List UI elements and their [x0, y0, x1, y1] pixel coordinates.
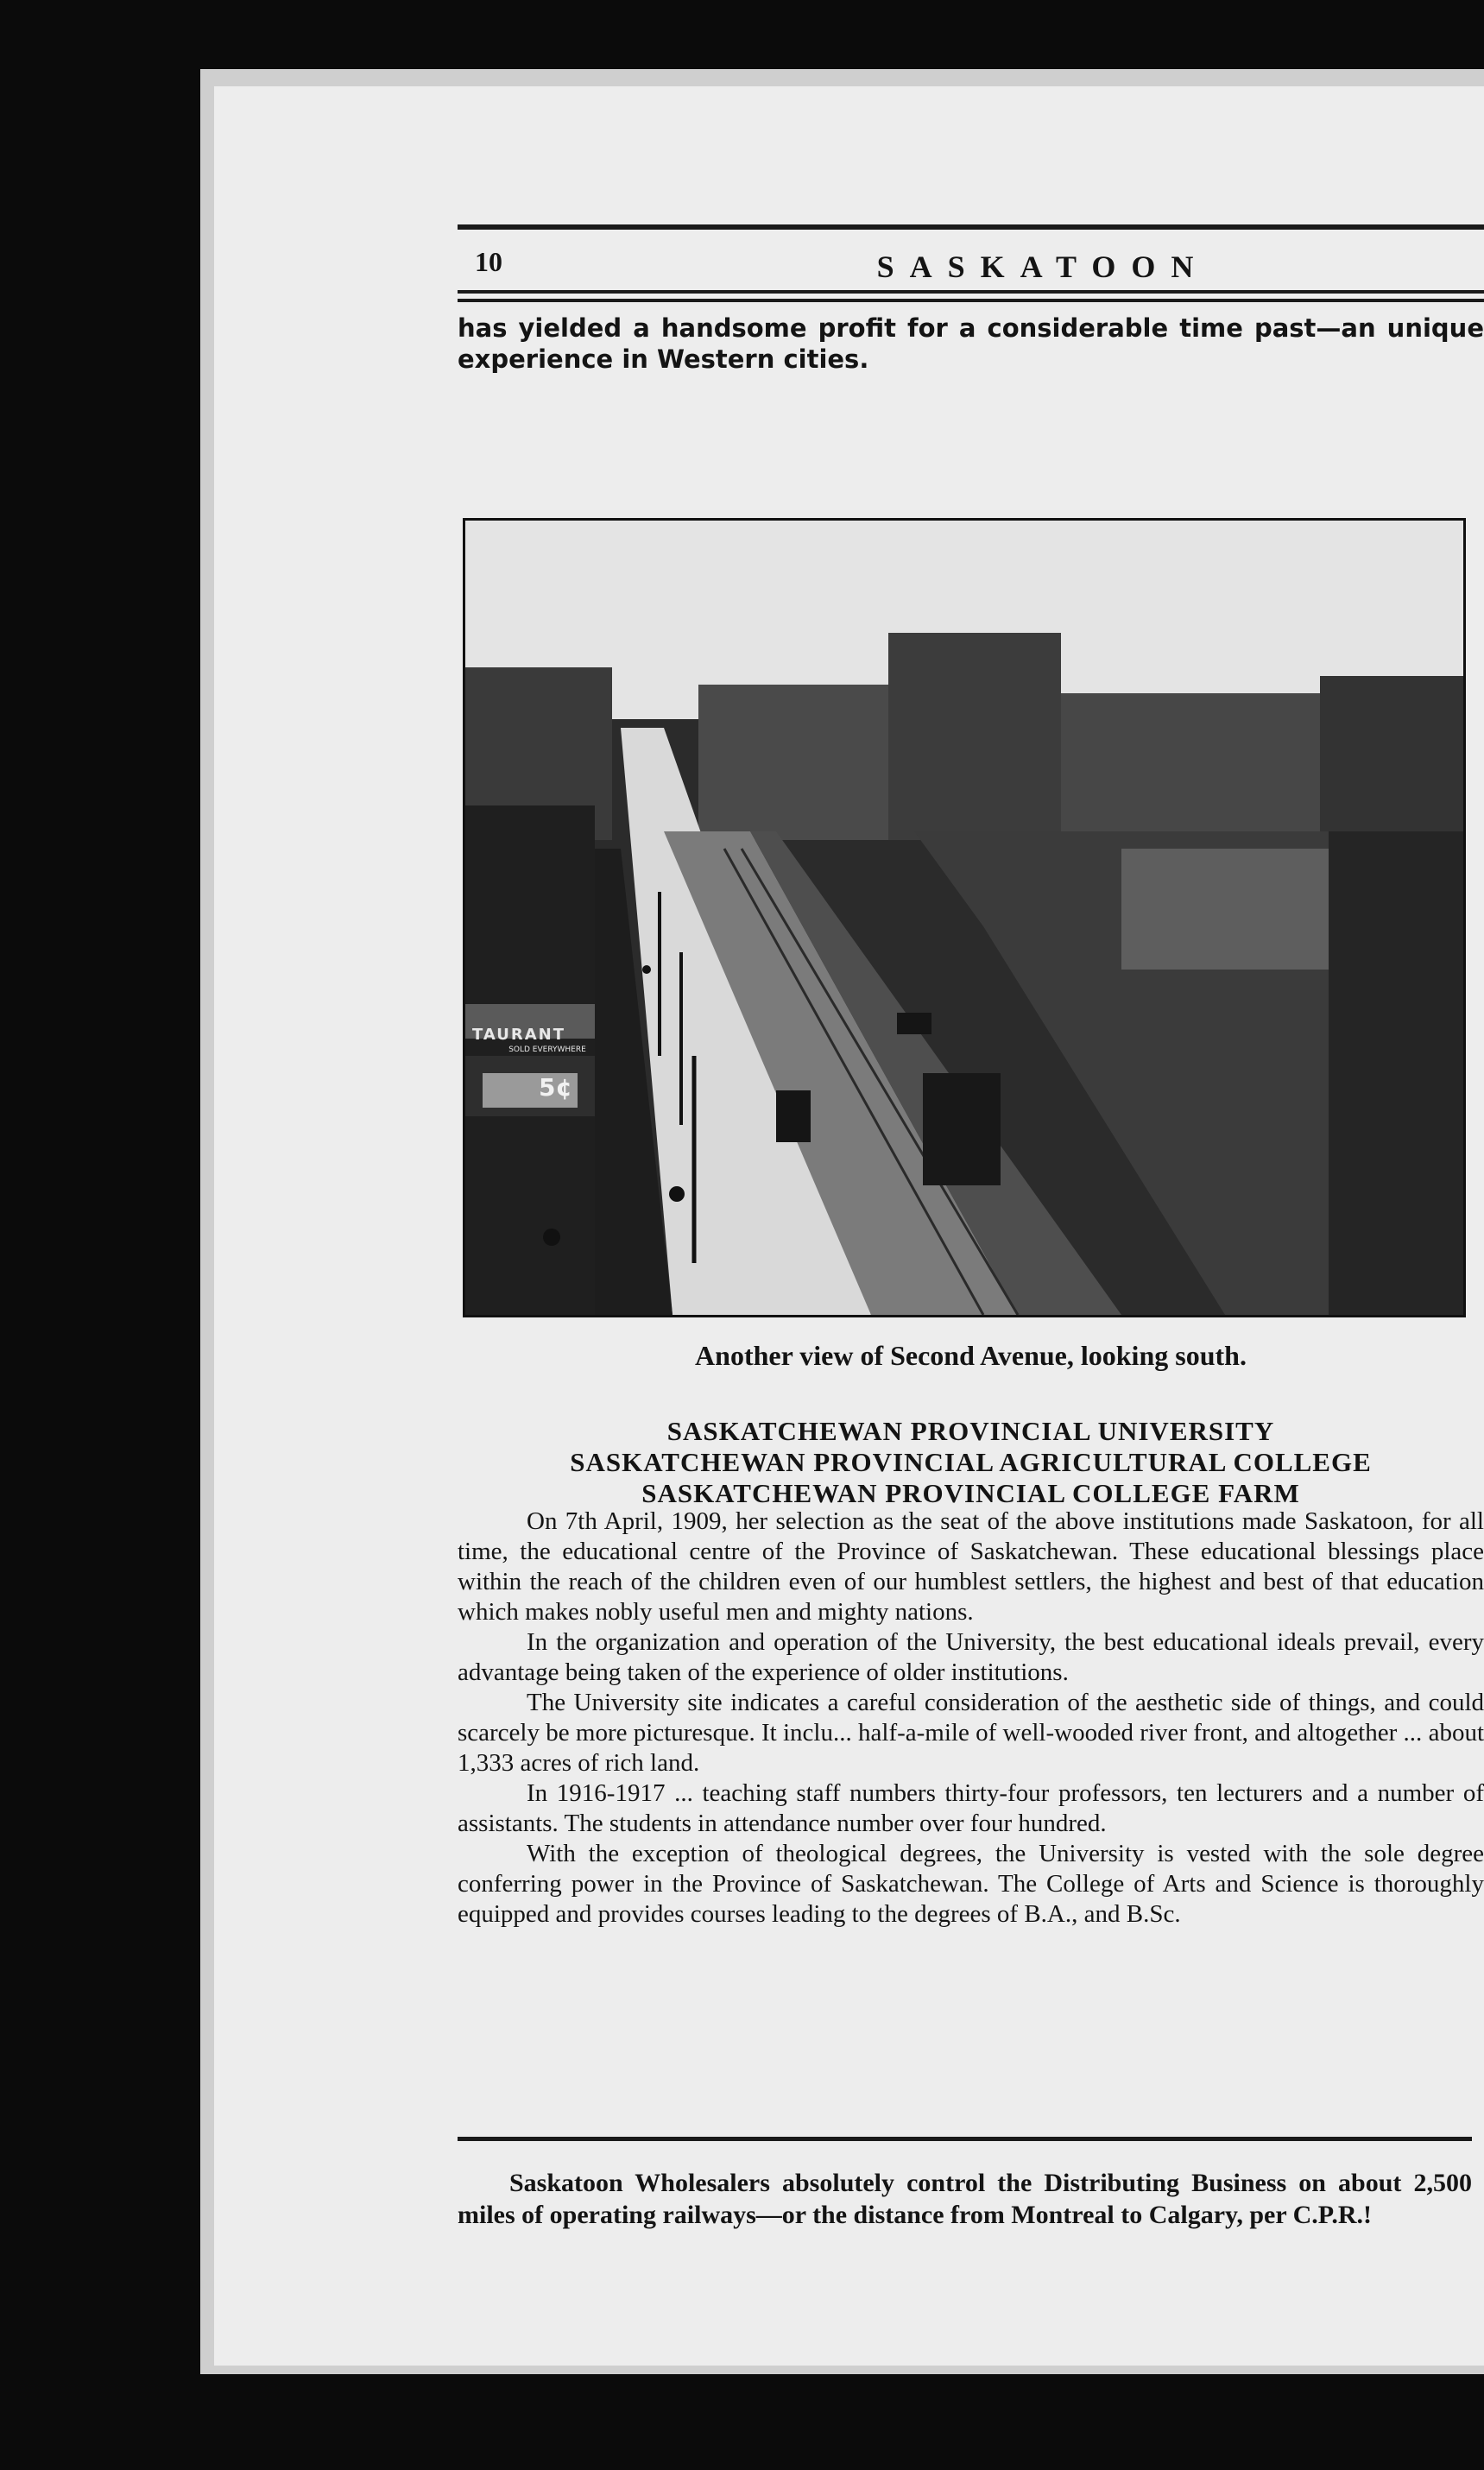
body-text [458, 1507, 1484, 1930]
header-rule-1 [458, 290, 1484, 294]
paragraph-5: With the exception of theological degrees, the University is vested with the sole degree conferring power in the Province of Saskatchewan. The College of Arts and Science is thoroughly equipped and provides courses leading to the degrees of B.A., and B.Sc. [458, 1840, 1484, 1928]
top-rule [458, 224, 1484, 230]
paragraph-1: On 7th April, 1909, her selection as the seat of the above institutions made Saskatoon, for all time, the educational centre of the Province of Saskatchewan. These educational blessings place within the reach of the children even of our humblest settlers, the highest and best of that education which makes nobly useful men and mighty nations. [458, 1507, 1484, 1626]
heading-college-farm: SASKATCHEWAN PROVINCIAL COLLEGE FARM [641, 1478, 1300, 1508]
photo-caption: Another view of Second Avenue, looking south. [695, 1340, 1247, 1371]
street-photo-illustration [465, 521, 1463, 1315]
heading-agricultural-college: SASKATCHEWAN PROVINCIAL AGRICULTURAL COLLEGE [570, 1447, 1372, 1477]
shop-sign-restaurant: TAURANT [472, 1026, 566, 1044]
paragraph-2: In the organization and operation of the University, the best educational ideals prevail, every advantage being taken of the experience of older institutions. [458, 1628, 1484, 1686]
shop-sign-price: 5¢ [539, 1073, 572, 1102]
shop-sign-sold: SOLD EVERYWHERE [508, 1045, 586, 1054]
paragraph-4: In 1916-1917 ... teaching staff numbers thirty-four professors, ten lecturers and a number of assistants. The students in attendance number over four hundred. [458, 1779, 1484, 1837]
intro-text: has yielded a handsome profit for a considerable time past—an unique experience in Western cities. [458, 313, 1484, 374]
footer-note-text: Saskatoon Wholesalers absolutely control the Distributing Business on about 2,500 miles of operating railways—or the distance from Montreal to Calgary, per C.P.R.! [458, 2169, 1472, 2229]
page-number: 10 [475, 246, 502, 277]
footer-rule [458, 2137, 1472, 2141]
running-title: SASKATOON [876, 250, 1209, 284]
street-photo [463, 518, 1466, 1317]
heading-university: SASKATCHEWAN PROVINCIAL UNIVERSITY [666, 1416, 1275, 1446]
footer-note [458, 2167, 1472, 2231]
header-rule-2 [458, 299, 1484, 302]
paragraph-3: The University site indicates a careful consideration of the aesthetic side of things, and could scarcely be more picturesque. It inclu... half-a-mile of well-wooded river front, and altogether ... about 1,333 acres of rich land. [458, 1689, 1484, 1777]
book-page [214, 86, 1484, 2366]
section-headings [458, 1416, 1484, 1509]
